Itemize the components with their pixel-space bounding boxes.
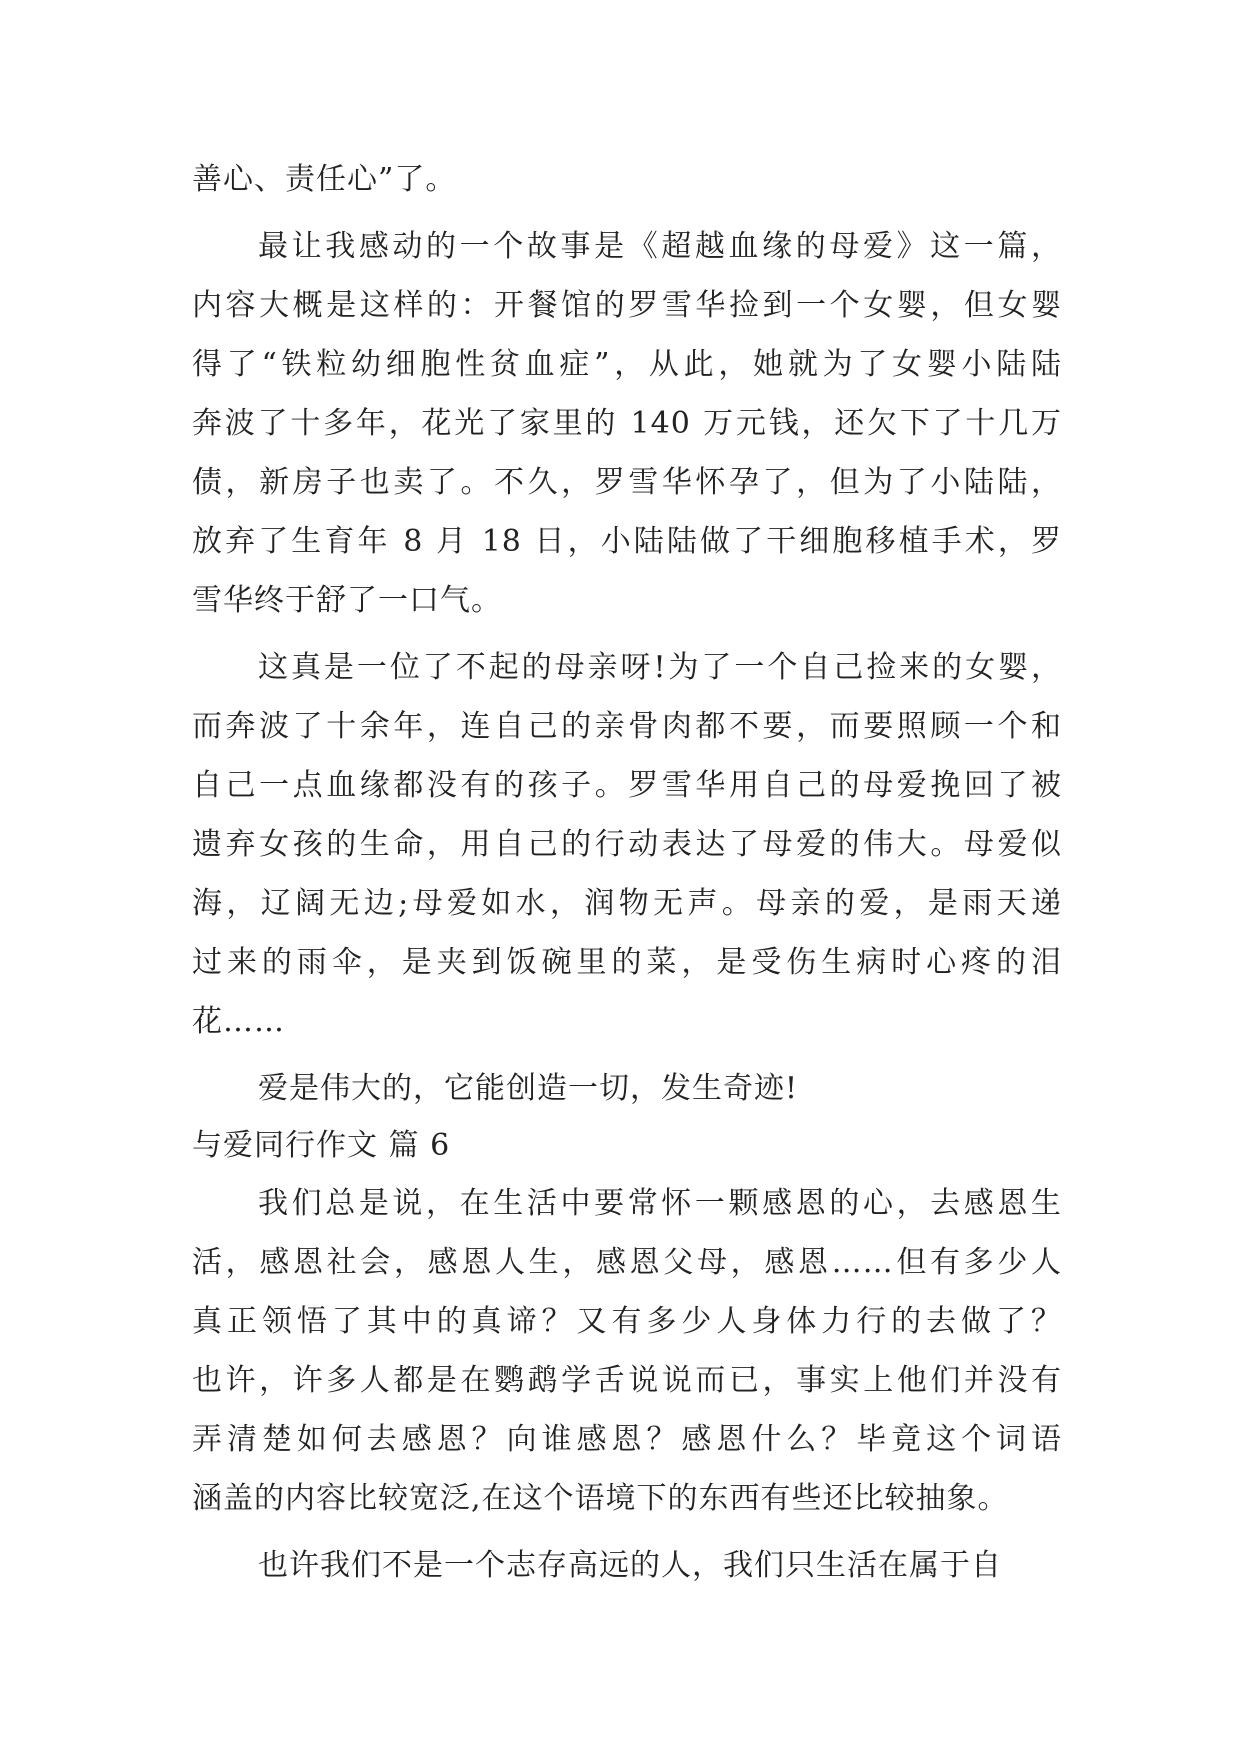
text-line: 遗弃女孩的生命，用自己的行动表达了母爱的伟大。母爱似 (192, 827, 1062, 862)
text-line: 海，辽阔无边;母爱如水，润物无声。母亲的爱，是雨天递 (192, 886, 1062, 921)
text-line: 也许，许多人都是在鹦鹉学舌说说而已，事实上他们并没有 (192, 1363, 1062, 1398)
text-line: 也许我们不是一个志存高远的人，我们只生活在属于自 (258, 1548, 1002, 1583)
text-line: 放弃了生育年 8 月 18 日，小陆陆做了干细胞移植手术，罗 (192, 524, 1062, 559)
text-line: 最让我感动的一个故事是《超越血缘的母爱》这一篇， (258, 229, 1062, 264)
text-line: 爱是伟大的，它能创造一切，发生奇迹! (258, 1071, 799, 1106)
text-line: 弄清楚如何去感恩？向谁感恩？感恩什么？毕竟这个词语 (192, 1422, 1062, 1457)
section-heading: 与爱同行作文 篇 6 (192, 1128, 451, 1163)
text-line: 花…… (192, 1004, 285, 1039)
text-line: 债，新房子也卖了。不久，罗雪华怀孕了，但为了小陆陆， (192, 465, 1062, 500)
text-line: 这真是一位了不起的母亲呀!为了一个自己捡来的女婴， (258, 650, 1062, 685)
text-line: 我们总是说，在生活中要常怀一颗感恩的心，去感恩生 (258, 1186, 1062, 1221)
text-line: 活，感恩社会，感恩人生，感恩父母，感恩……但有多少人 (192, 1245, 1062, 1280)
text-line: 而奔波了十余年，连自己的亲骨肉都不要，而要照顾一个和 (192, 709, 1062, 744)
text-line: 雪华终于舒了一口气。 (192, 583, 502, 618)
text-line: 自己一点血缘都没有的孩子。罗雪华用自己的母爱挽回了被 (192, 768, 1062, 803)
document-body (192, 150, 1062, 1595)
text-line: 得了“铁粒幼细胞性贫血症”，从此，她就为了女婴小陆陆 (192, 347, 1062, 382)
text-line: 真正领悟了其中的真谛？又有多少人身体力行的去做了？ (192, 1304, 1062, 1339)
text-line: 涵盖的内容比较宽泛,在这个语境下的东西有些还比较抽象。 (192, 1481, 1009, 1516)
text-line: 过来的雨伞，是夹到饭碗里的菜，是受伤生病时心疼的泪 (192, 945, 1062, 980)
text-line: 善心、责任心”了。 (192, 162, 457, 197)
text-line: 内容大概是这样的：开餐馆的罗雪华捡到一个女婴，但女婴 (192, 288, 1062, 323)
text-line: 奔波了十多年，花光了家里的 140 万元钱，还欠下了十几万 (192, 406, 1062, 441)
